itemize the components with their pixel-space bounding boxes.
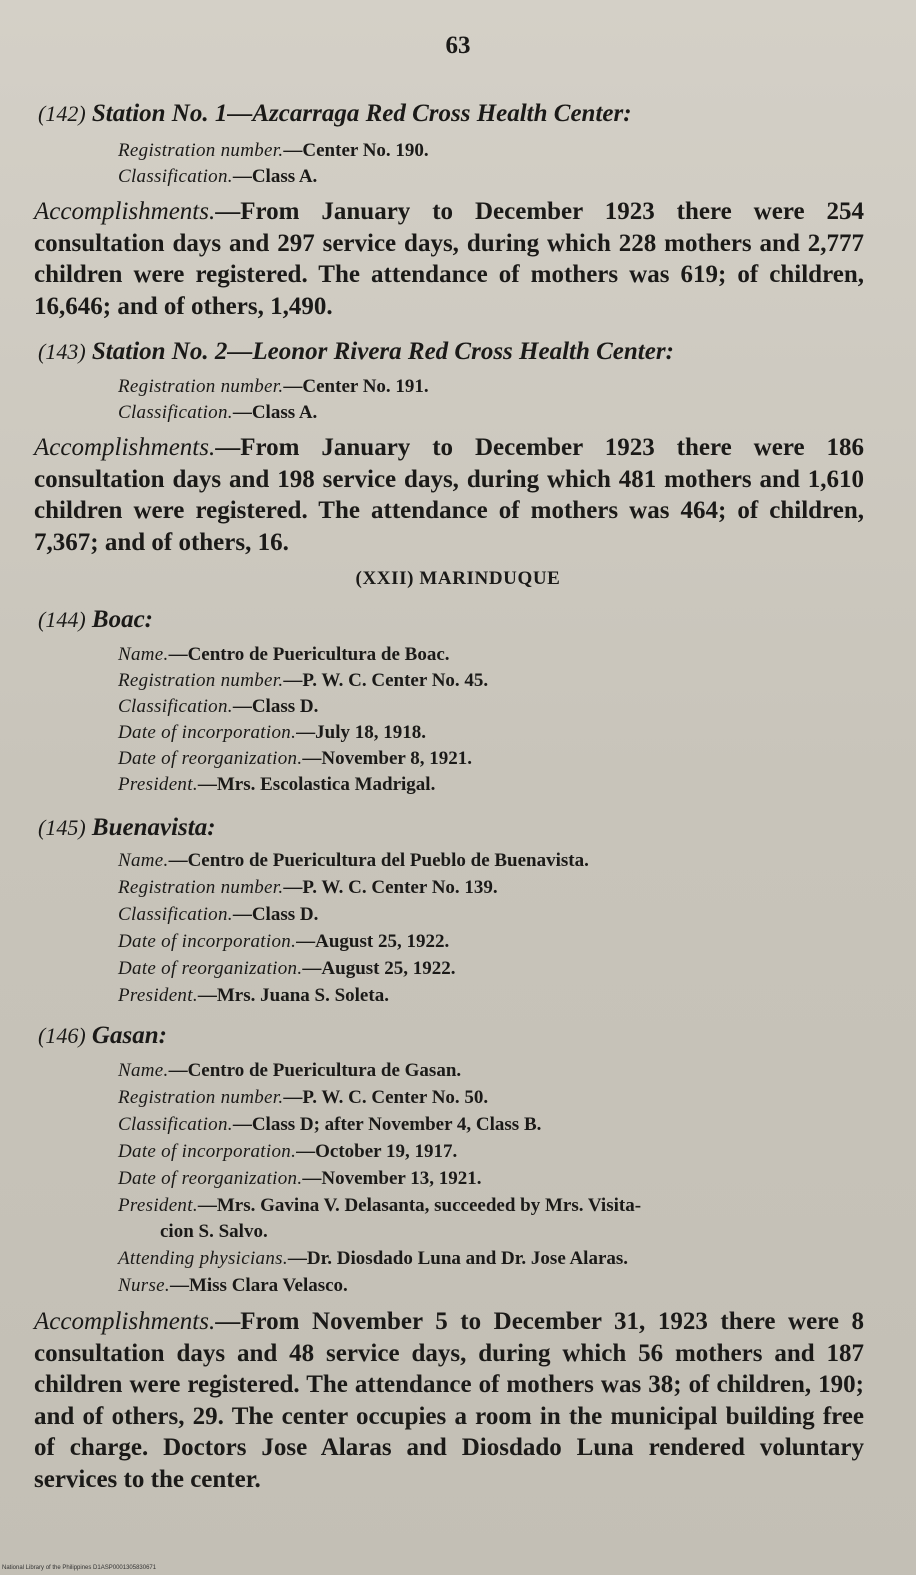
- detail-line: [118, 670, 488, 692]
- detail-label: Classification.: [118, 904, 233, 925]
- detail-label: President.: [118, 985, 198, 1006]
- detail-line: [118, 1248, 628, 1270]
- entry-number: (144): [38, 607, 86, 632]
- detail-value: —P. W. C. Center No. 50.: [283, 1087, 489, 1108]
- detail-line: [118, 644, 450, 666]
- detail-line: [118, 877, 498, 899]
- detail-value: —Class D.: [232, 904, 319, 925]
- detail-continuation: [160, 1221, 268, 1243]
- detail-label: Registration number.: [118, 1087, 284, 1108]
- detail-label: Name.: [118, 644, 169, 665]
- detail-value: —Dr. Diosdado Luna and Dr. Jose Alaras.: [287, 1248, 629, 1269]
- detail-line: [118, 774, 435, 796]
- accomplishments-paragraph: [34, 1306, 864, 1495]
- detail-label: Date of incorporation.: [118, 931, 297, 952]
- entry-number: (142): [38, 101, 86, 126]
- detail-label: Registration number.: [118, 140, 284, 161]
- detail-value: —Centro de Puericultura de Gasan.: [168, 1060, 462, 1081]
- entry-heading: [38, 1022, 167, 1050]
- entry-heading: [38, 814, 216, 842]
- detail-label: Date of reorganization.: [118, 748, 303, 769]
- accomplishments-label: Accomplishments.: [34, 1308, 216, 1335]
- scan-footer: National Library of the Philippines D1ASP0001305830671: [2, 1565, 157, 1571]
- accomplishments-label: Accomplishments.: [34, 198, 216, 225]
- detail-line: [118, 850, 589, 872]
- detail-label: Registration number.: [118, 670, 284, 691]
- detail-label: Nurse.: [118, 1275, 170, 1296]
- detail-line: [118, 1114, 541, 1136]
- detail-label: Attending physicians.: [118, 1248, 288, 1269]
- detail-value: —October 19, 1917.: [296, 1141, 458, 1162]
- detail-label: President.: [118, 774, 198, 795]
- detail-label: Date of incorporation.: [118, 722, 297, 743]
- detail-value: —P. W. C. Center No. 139.: [283, 877, 498, 898]
- detail-label: Date of incorporation.: [118, 1141, 297, 1162]
- detail-label: Classification.: [118, 166, 233, 187]
- detail-value: —November 13, 1921.: [302, 1168, 482, 1189]
- detail-value: —P. W. C. Center No. 45.: [283, 670, 489, 691]
- entry-number: (145): [38, 815, 86, 840]
- detail-line: [118, 985, 389, 1007]
- detail-label: Classification.: [118, 696, 233, 717]
- detail-value: —Class A.: [232, 166, 318, 187]
- accomplishments-text: —From November 5 to December 31, 1923 there were 8 consultation days and 48 service days, during which 56 mothers and 187 children were registered. The attendance of mothers was 38; of children, 190; and of others, 29. The center occupies a room in the municipal building free of charge. Doctors Jose Alaras and Diosdado Luna rendered voluntary services to the center.: [34, 1308, 864, 1493]
- detail-value: —August 25, 1922.: [296, 931, 450, 952]
- detail-line: [118, 402, 317, 424]
- entry-title: Station No. 1—Azcarraga Red Cross Health Center:: [91, 100, 632, 127]
- section-heading: (XXII) MARINDUQUE: [355, 568, 561, 589]
- detail-label: Registration number.: [118, 877, 284, 898]
- detail-label: Registration number.: [118, 376, 284, 397]
- detail-value: —Class A.: [232, 402, 318, 423]
- detail-value: —Miss Clara Velasco.: [169, 1275, 348, 1296]
- detail-line: [118, 376, 429, 398]
- detail-value: —August 25, 1922.: [302, 958, 456, 979]
- detail-label: Classification.: [118, 1114, 233, 1135]
- entry-title: Station No. 2—Leonor Rivera Red Cross Health Center:: [91, 338, 674, 365]
- detail-value: —Centro de Puericultura del Pueblo de Buenavista.: [168, 850, 589, 871]
- detail-line: [118, 1168, 481, 1190]
- detail-line: [118, 904, 318, 926]
- detail-value: cion S. Salvo.: [160, 1221, 268, 1242]
- detail-value: —Class D; after November 4, Class B.: [232, 1114, 542, 1135]
- accomplishments-label: Accomplishments.: [34, 434, 216, 461]
- detail-line: [118, 722, 426, 744]
- detail-label: Classification.: [118, 402, 233, 423]
- detail-label: President.: [118, 1195, 198, 1216]
- accomplishments-text: —From January to December 1923 there were 254 consultation days and 297 service days, during which 228 mothers and 2,777 children were registered. The attendance of mothers was 619; of children, 16,646; and of others, 1,490.: [34, 198, 864, 320]
- page-number: 63: [445, 32, 471, 59]
- detail-label: Name.: [118, 850, 169, 871]
- detail-value: —Center No. 190.: [283, 140, 429, 161]
- detail-value: —November 8, 1921.: [302, 748, 472, 769]
- detail-line: [118, 1275, 348, 1297]
- entry-number: (146): [38, 1023, 86, 1048]
- detail-line: [118, 1141, 457, 1163]
- detail-value: —Class D.: [232, 696, 319, 717]
- entry-title: Boac:: [91, 606, 154, 633]
- detail-value: —Mrs. Gavina V. Delasanta, succeeded by Mrs. Visita-: [197, 1195, 642, 1216]
- detail-line: [118, 696, 318, 718]
- detail-value: —Center No. 191.: [283, 376, 429, 397]
- entry-title: Gasan:: [91, 1022, 167, 1049]
- detail-line: [118, 1087, 488, 1109]
- detail-value: —Mrs. Juana S. Soleta.: [197, 985, 389, 1006]
- accomplishments-text: —From January to December 1923 there were 186 consultation days and 198 service days, during which 481 mothers and 1,610 children were registered. The attendance of mothers was 464; of children, 7,367; and of others, 16.: [34, 434, 864, 556]
- detail-label: Date of reorganization.: [118, 958, 303, 979]
- detail-value: —July 18, 1918.: [296, 722, 426, 743]
- detail-line: [118, 931, 449, 953]
- detail-line: [118, 1195, 641, 1217]
- entry-heading: [38, 606, 153, 634]
- detail-label: Name.: [118, 1060, 169, 1081]
- detail-line: [118, 166, 317, 188]
- entry-title: Buenavista:: [91, 814, 216, 841]
- detail-line: [118, 748, 472, 770]
- accomplishments-paragraph: [34, 432, 864, 558]
- detail-label: Date of reorganization.: [118, 1168, 303, 1189]
- detail-value: —Centro de Puericultura de Boac.: [168, 644, 450, 665]
- detail-line: [118, 1060, 461, 1082]
- detail-line: [118, 140, 429, 162]
- entry-heading: [38, 338, 674, 366]
- entry-heading: [38, 100, 632, 128]
- detail-line: [118, 958, 455, 980]
- detail-value: —Mrs. Escolastica Madrigal.: [197, 774, 436, 795]
- entry-number: (143): [38, 339, 86, 364]
- accomplishments-paragraph: [34, 196, 864, 322]
